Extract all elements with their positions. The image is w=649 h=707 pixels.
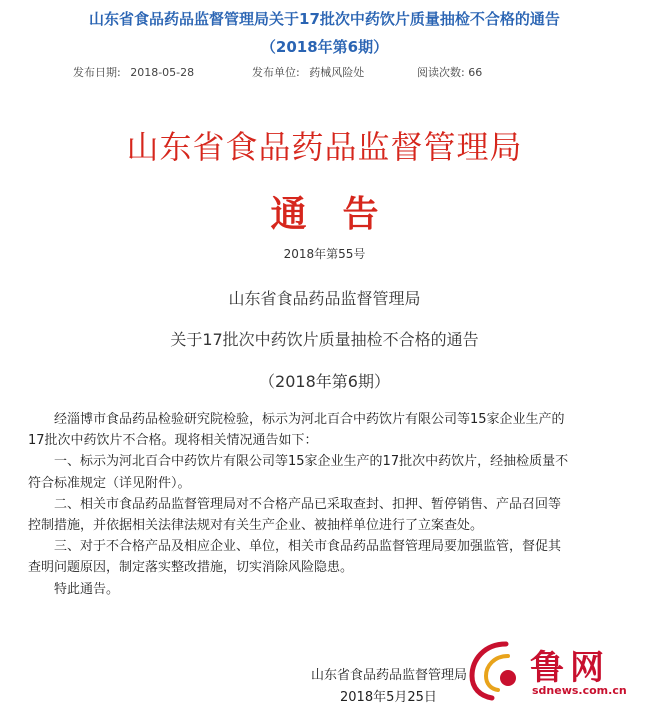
sdnews-watermark [466, 636, 646, 704]
body-line: 特此通告。 [28, 581, 120, 597]
issuer-line: 山东省食品药品监督管理局 [228, 289, 421, 308]
sdnews-site: sdnews.com.cn [532, 684, 627, 697]
publish-unit [252, 64, 364, 80]
body-line: 经淄博市食品药品检验研究院检验，标示为河北百合中药饮片有限公司等15家企业生产的 [28, 412, 565, 427]
publish-date-label: 发布日期: [73, 66, 121, 79]
document-number: 2018年第55号 [283, 247, 366, 261]
publish-unit-value: 药械风险处 [309, 66, 365, 79]
sdnews-logo-icon [466, 638, 528, 702]
page-subtitle: （2018年第6期） [260, 38, 389, 56]
body-line: 一、标示为河北百合中药饮片有限公司等15家企业生产的17批次中药饮片，经抽检质量不 [28, 454, 569, 470]
red-header-notice: 通 告 [270, 193, 379, 235]
signature-date: 2018年5月25日 [340, 690, 437, 705]
view-count [417, 64, 482, 80]
publish-date-value: 2018-05-28 [130, 66, 195, 79]
sdnews-brand: 鲁网 [530, 648, 610, 688]
body-line: 控制措施，并依据相关法律法规对有关生产企业、被抽样单位进行了立案查处。 [28, 518, 484, 534]
signature-org: 山东省食品药品监督管理局 [311, 668, 468, 683]
body-line: 二、相关市食品药品监督管理局对不合格产品已采取查封、扣押、暂停销售、产品召回等 [28, 496, 562, 512]
red-header-org: 山东省食品药品监督管理局 [126, 128, 523, 166]
view-count-label: 阅读次数: [417, 66, 465, 79]
body-line: 17批次中药饮片不合格。现将相关情况通告如下： [28, 433, 318, 449]
body-line: 查明问题原因，制定落实整改措施，切实消除风险隐患。 [28, 560, 354, 576]
publish-date [73, 64, 194, 80]
publish-unit-label: 发布单位: [252, 66, 300, 79]
body-line: 三、对于不合格产品及相应企业、单位，相关市食品药品监督管理局要加强监管，督促其 [28, 539, 562, 555]
body-line: 符合标准规定（详见附件）。 [28, 475, 191, 491]
view-count-value: 66 [468, 66, 483, 79]
subject-line: 关于17批次中药饮片质量抽检不合格的通告 [170, 330, 479, 349]
notice-body [28, 409, 608, 600]
page-title: 山东省食品药品监督管理局关于17批次中药饮片质量抽检不合格的通告 [89, 10, 560, 28]
issue-line: （2018年第6期） [259, 372, 390, 391]
